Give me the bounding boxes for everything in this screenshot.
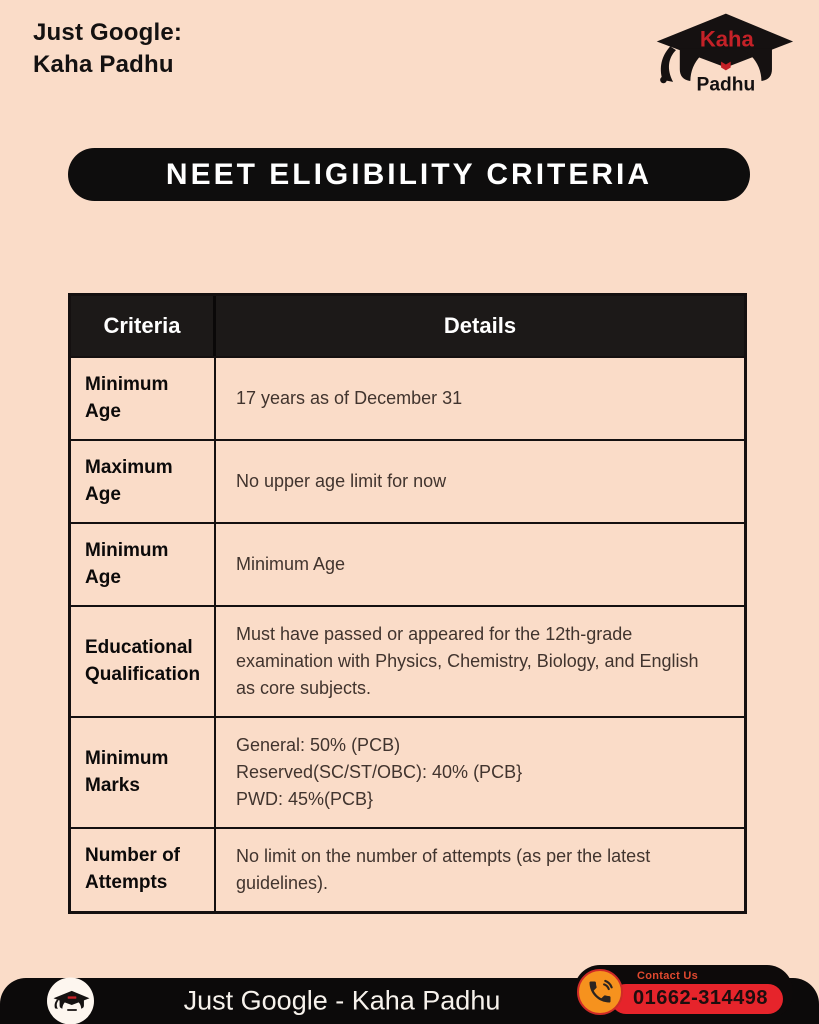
phone-number: 01662-314498 — [632, 987, 768, 1009]
details-line: No upper age limit for now — [236, 471, 447, 491]
table-row — [71, 716, 744, 827]
graduation-cap-icon — [52, 982, 90, 1020]
details-line: PWD: 45%(PCB} — [236, 789, 374, 809]
footer-bar — [0, 970, 819, 1024]
details-cell — [216, 829, 744, 911]
criteria-cell: Minimum Age — [71, 524, 216, 605]
criteria-cell: Minimum Marks — [71, 718, 216, 827]
logo-text-padhu: Padhu — [696, 74, 756, 96]
phone-circle — [577, 969, 623, 1015]
details-cell — [216, 524, 744, 605]
details-line: Must have passed or appeared for the 12th-grade examination with Physics, Chemistry, Biology, and English as core subjects. — [236, 624, 699, 698]
table-row — [71, 356, 744, 439]
page-title: NEET ELIGIBILITY CRITERIA — [165, 157, 653, 191]
table-row — [71, 439, 744, 522]
details-cell — [216, 718, 744, 827]
details-cell — [216, 607, 744, 716]
details-line: No limit on the number of attempts (as per the latest guidelines). — [236, 846, 651, 893]
criteria-cell: Educational Qualification — [71, 607, 216, 716]
details-cell — [216, 441, 744, 522]
details-cell — [216, 358, 744, 439]
contact-badge[interactable] — [574, 965, 793, 1019]
footer-logo-circle — [47, 978, 94, 1024]
phone-number-pill[interactable] — [611, 984, 783, 1014]
criteria-cell: Maximum Age — [71, 441, 216, 522]
graduation-cap-icon — [649, 6, 797, 102]
table-row — [71, 605, 744, 716]
eligibility-table — [68, 293, 747, 914]
header-tagline-line2: Kaha Padhu — [33, 50, 174, 78]
table-header-row — [71, 296, 744, 356]
logo-text-kaha: Kaha — [699, 26, 754, 52]
details-line: 17 years as of December 31 — [236, 388, 463, 408]
criteria-cell: Minimum Age — [71, 358, 216, 439]
details-column-header: Details — [443, 313, 517, 338]
title-banner — [68, 148, 750, 201]
table-body — [71, 356, 744, 911]
table-row — [71, 522, 744, 605]
header-tagline-line1: Just Google: — [33, 19, 183, 46]
details-line: Minimum Age — [236, 554, 346, 574]
footer-tagline: Just Google - Kaha Padhu — [183, 985, 501, 1016]
header-tagline — [33, 17, 182, 80]
contact-us-label: Contact Us — [636, 970, 699, 982]
criteria-column-header: Criteria — [71, 296, 216, 356]
table-row — [71, 827, 744, 911]
contact-info — [611, 970, 783, 1014]
details-line: Reserved(SC/ST/OBC): 40% (PCB} — [236, 762, 523, 782]
phone-call-icon — [586, 978, 614, 1006]
details-line: General: 50% (PCB) — [236, 735, 401, 755]
criteria-cell: Number of Attempts — [71, 829, 216, 911]
